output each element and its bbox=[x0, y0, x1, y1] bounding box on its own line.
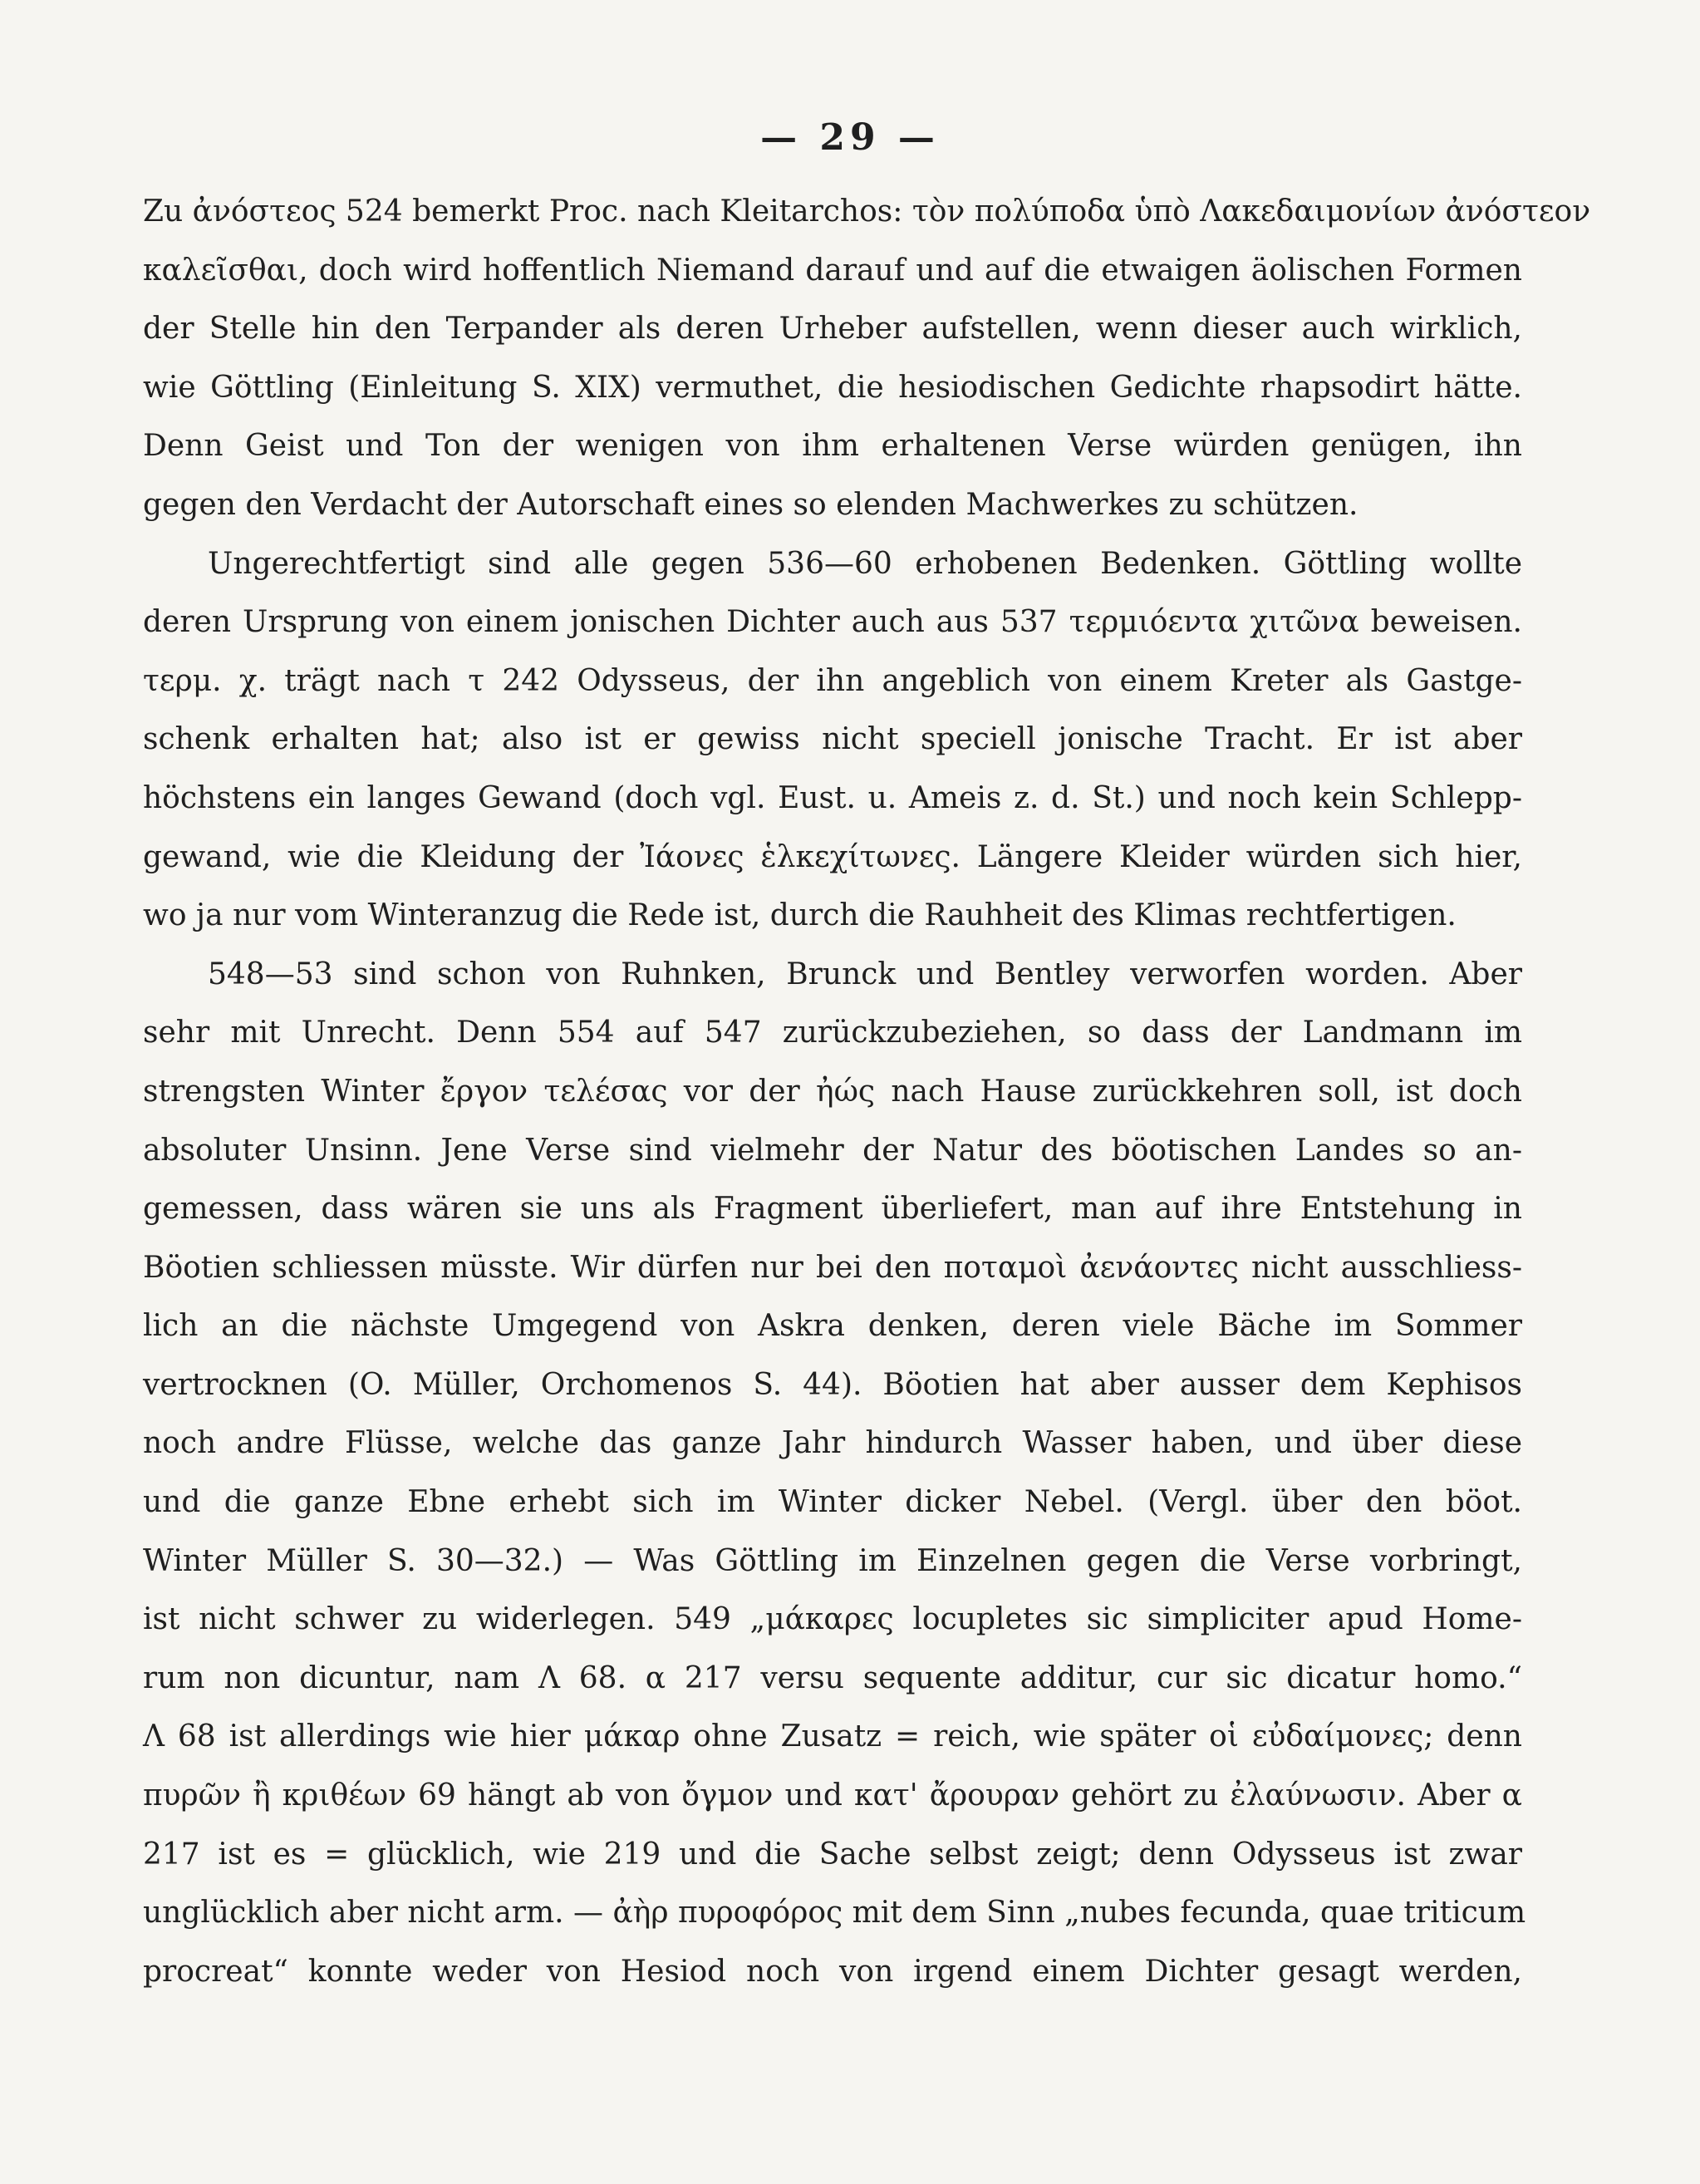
text-line: und die ganze Ebne erhebt sich im Winter dicker Nebel. (Vergl. über den böot. bbox=[143, 1485, 1522, 1520]
text-line: Λ 68 ist allerdings wie hier μάκαρ ohne Zusatz = reich, wie später οἱ εὐδαίμονες; denn bbox=[143, 1719, 1522, 1754]
text-line: absoluter Unsinn. Jene Verse sind vielmehr der Natur des böotischen Landes so an- bbox=[143, 1133, 1522, 1168]
text-line: höchstens ein langes Gewand (doch vgl. Eust. u. Ameis z. d. St.) und noch kein Schlepp- bbox=[143, 780, 1522, 815]
text-line: procreat“ konnte weder von Hesiod noch von irgend einem Dichter gesagt werden, bbox=[143, 1954, 1522, 1989]
text-line: gewand, wie die Kleidung der Ἰάονες ἑλκεχίτωνες. Längere Kleider würden sich hier, bbox=[143, 839, 1522, 874]
text-line: Ungerechtfertigt sind alle gegen 536—60 erhobenen Bedenken. Göttling wollte bbox=[208, 546, 1522, 581]
text-line: unglücklich aber nicht arm. — ἀὴρ πυροφόρος mit dem Sinn „nubes fecunda, quae triticum bbox=[143, 1896, 1526, 1931]
text-line: gegen den Verdacht der Autorschaft eines so elenden Machwerkes zu schützen. bbox=[143, 487, 1359, 522]
text-line: Winter Müller S. 30—32.) — Was Göttling im Einzelnen gegen die Verse vorbringt, bbox=[143, 1543, 1522, 1578]
text-line: Böotien schliessen müsste. Wir dürfen nur bei den ποταμοὶ ἀενάοντες nicht ausschliess- bbox=[143, 1250, 1522, 1285]
text-line: 217 ist es = glücklich, wie 219 und die Sache selbst zeigt; denn Odysseus ist zwar bbox=[143, 1837, 1522, 1872]
text-line: lich an die nächste Umgegend von Askra denken, deren viele Bäche im Sommer bbox=[143, 1309, 1522, 1344]
page-number: — 29 — bbox=[760, 116, 940, 159]
text-line: ist nicht schwer zu widerlegen. 549 „μάκαρες locupletes sic simpliciter apud Home- bbox=[143, 1602, 1522, 1637]
text-line: wie Göttling (Einleitung S. XIX) vermuthet, die hesiodischen Gedichte rhapsodirt hätte. bbox=[143, 370, 1522, 405]
text-line: rum non dicuntur, nam Λ 68. α 217 versu sequente additur, cur sic dicatur homo.“ bbox=[143, 1660, 1522, 1695]
text-line: sehr mit Unrecht. Denn 554 auf 547 zurückzubeziehen, so dass der Landmann im bbox=[143, 1016, 1522, 1050]
body-text bbox=[143, 183, 1591, 2001]
text-line: Zu ἀνόστεος 524 bemerkt Proc. nach Kleitarchos: τὸν πολύποδα ὑπὸ Λακεδαιμονίων ἀνόστεον bbox=[143, 194, 1591, 229]
text-line: πυρῶν ἢ κριθέων 69 hängt ab von ὄγμον und κατ' ἄρουραν gehört zu ἐλαύνωσιν. Aber α bbox=[143, 1778, 1522, 1813]
text-line: τερμ. χ. trägt nach τ 242 Odysseus, der ihn angeblich von einem Kreter als Gastge- bbox=[143, 663, 1522, 698]
text-line: noch andre Flüsse, welche das ganze Jahr hindurch Wasser haben, und über diese bbox=[143, 1426, 1522, 1461]
text-line: vertrocknen (O. Müller, Orchomenos S. 44). Böotien hat aber ausser dem Kephisos bbox=[143, 1367, 1522, 1402]
text-line: der Stelle hin den Terpander als deren Urheber aufstellen, wenn dieser auch wirklich, bbox=[143, 312, 1522, 347]
text-line: schenk erhalten hat; also ist er gewiss nicht speciell jonische Tracht. Er ist aber bbox=[143, 722, 1522, 757]
text-line: Denn Geist und Ton der wenigen von ihm erhaltenen Verse würden genügen, ihn bbox=[143, 429, 1522, 464]
text-line: strengsten Winter ἔργον τελέσας vor der ἠώς nach Hause zurückkehren soll, ist doch bbox=[143, 1074, 1522, 1109]
text-line: gemessen, dass wären sie uns als Fragment überliefert, man auf ihre Entstehung in bbox=[143, 1192, 1522, 1227]
text-line: καλεῖσθαι, doch wird hoffentlich Niemand darauf und auf die etwaigen äolischen Formen bbox=[143, 253, 1522, 288]
text-line: wo ja nur vom Winteranzug die Rede ist, durch die Rauhheit des Klimas rechtfertigen. bbox=[143, 898, 1457, 933]
text-line: deren Ursprung von einem jonischen Dichter auch aus 537 τερμιόεντα χιτῶνα beweisen. bbox=[143, 605, 1522, 640]
text-line: 548—53 sind schon von Ruhnken, Brunck und Bentley verworfen worden. Aber bbox=[208, 957, 1522, 991]
